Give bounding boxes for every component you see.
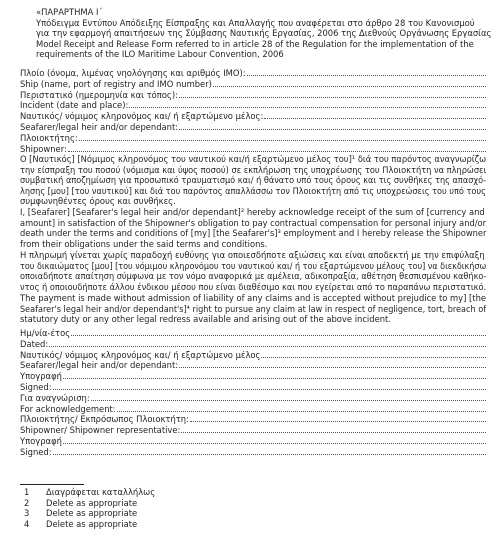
- field-label: Ship (name, port of registry and IMO number): [20, 78, 212, 89]
- field-label: Πλοιοκτήτης:: [20, 132, 78, 143]
- field-row[interactable]: [20, 67, 486, 78]
- fill-line[interactable]: [190, 413, 486, 422]
- paragraph-line: Ο [Ναυτικός] [Νόμιμος κληρονόμος του ναυτικού και/ή εξαρτώμενο μέλος του]¹ διά του παρόντος αναγνωρίζω: [20, 154, 487, 164]
- sign-label: Signed:: [20, 381, 52, 392]
- field-label: Shipowner:: [20, 143, 67, 154]
- fill-line[interactable]: [117, 403, 486, 412]
- paragraph-greek-liability: [20, 250, 486, 292]
- heading-line: Υπόδειγμα Εντύπου Απόδειξης Είσπραξης και Απαλλαγής που αναφέρεται στο άρθρο 28 του Κανονισμού: [36, 17, 475, 28]
- fill-line[interactable]: [71, 327, 486, 336]
- sign-row[interactable]: [20, 424, 486, 435]
- fill-line[interactable]: [181, 424, 486, 433]
- field-row[interactable]: [20, 121, 486, 132]
- paragraph-line: death under the terms and conditions of [my] [the Seafarer's]³ employment and I hereby release the Shipowner: [20, 228, 487, 238]
- footnote-number: 4: [24, 518, 30, 529]
- field-label: Seafarer/legal heir and/or dependant:: [20, 121, 179, 132]
- field-row[interactable]: [20, 99, 486, 110]
- sign-row[interactable]: [20, 403, 486, 414]
- fill-line[interactable]: [63, 435, 486, 444]
- paragraph-line: Η πληρωμή γίνεται χωρίς παραδοχή ευθύνης για οποιεσδήποτε αξιώσεις και είναι αποδεκτή με την επιφύλαξη: [20, 250, 485, 260]
- footnote: [20, 498, 155, 509]
- field-label: Πλοίο (όνομα, λιμένας νηολόγησης και αριθμός IMO):: [20, 68, 246, 78]
- fill-line[interactable]: [68, 143, 486, 152]
- footnote-text: Διαγράφεται καταλλήλως: [46, 487, 156, 497]
- paragraph-line: amount] in satisfaction of the Shipowner's obligation to pay contractual compensation for personal injury and/or: [20, 217, 486, 228]
- heading-line: Model Receipt and Release Form referred to in article 28 of the Regulation for the implementation of the: [36, 38, 474, 49]
- sign-label: Πλοιοκτήτης/ Εκπρόσωπος Πλοιοκτήτη:: [20, 414, 189, 425]
- paragraph-line: from their obligations under the said terms and conditions.: [20, 238, 268, 249]
- fill-line[interactable]: [179, 121, 486, 130]
- field-label: Περιστατικό (ημερομηνία και τόπος):: [20, 89, 178, 100]
- sign-label: Seafarer/legal heir and/or dependant:: [20, 360, 179, 371]
- heading-line: requirements of the ILO Maritime Labour Convention, 2006: [36, 49, 284, 59]
- field-label: Ναυτικός/ νόμιμος κληρονόμος και/ ή εξαρτώμενο μέλος:: [20, 111, 264, 122]
- paragraph-english-liability: [20, 293, 486, 325]
- incident-fields: [20, 67, 486, 153]
- sign-row[interactable]: [20, 349, 486, 360]
- fill-line[interactable]: [53, 446, 486, 455]
- paragraph-line: συμβατική αποζημίωση για προσωπικό τραυματισμό και/ ή θάνατο υπό τους όρους και τις συνθήκες της απασχό-: [20, 175, 487, 185]
- field-row[interactable]: [20, 78, 486, 89]
- paragraph-line: Seafarer's legal heir and/or dependant's]⁴ right to pursue any claim at law in respect of negligence, tort, breach of: [20, 303, 487, 314]
- sign-label: Signed:: [20, 446, 52, 457]
- sign-row[interactable]: [20, 359, 486, 370]
- paragraph-line: την είσπραξη του ποσού (νόμισμα και ύψος ποσού) σε εκπλήρωση της υποχρέωσης του Πλοιοκτήτη να πληρώσει: [20, 164, 487, 175]
- sign-row[interactable]: [20, 435, 486, 446]
- sign-row[interactable]: [20, 446, 486, 457]
- paragraph-line: I, [Seafarer] [Seafarer's legal heir and/or dependant]² hereby acknowledge receipt of the sum of [currency and: [20, 207, 485, 217]
- paragraph-greek-acknowledgement: [20, 154, 486, 207]
- fill-line[interactable]: [63, 370, 486, 379]
- sign-row[interactable]: [20, 327, 486, 338]
- fill-line[interactable]: [91, 392, 486, 401]
- footnote-text: Delete as appropriate: [46, 508, 138, 518]
- footnote: [20, 508, 155, 519]
- fill-line[interactable]: [264, 110, 486, 119]
- footnote-text: Delete as appropriate: [46, 497, 138, 508]
- fill-line[interactable]: [213, 78, 486, 87]
- footnote-number: 1: [24, 487, 30, 497]
- sign-row[interactable]: [20, 338, 486, 349]
- sign-row[interactable]: [20, 381, 486, 392]
- sign-label: Υπογραφή: [20, 371, 62, 382]
- paragraph-english-acknowledgement: [20, 207, 486, 249]
- paragraph-line: ντος ή οποιουδήποτε άλλου ένδικου μέσου που είναι διαθέσιμο και που εγείρεται από το παραπάνω περιστατικό.: [20, 281, 487, 292]
- paragraph-line: οποιαδήποτε απαίτηση σύμφωνα με τον νόμο αναφορικά με αμέλεια, αδικοπραξία, αθέτηση θεσπισμένου καθήκο-: [20, 271, 487, 281]
- fill-line[interactable]: [129, 99, 486, 108]
- footnote-text: Delete as appropriate: [46, 518, 138, 529]
- annex-title: «ΠΑΡΑΡΤΗΜΑ Ι΄: [36, 7, 103, 17]
- footnote: [20, 487, 155, 498]
- paragraph-line: The payment is made without admission of liability of any claims and is accepted without prejudice to my] [the: [20, 293, 487, 303]
- paragraph-line: του δικαιώματος [μου] [του νόμιμου κληρονόμου του ναυτικού και/ ή του εξαρτώμενου μέλους του] να διεκδικήσω: [20, 260, 487, 271]
- field-label: Incident (date and place):: [20, 100, 129, 111]
- sign-label: Shipowner/ Shipowner representative:: [20, 425, 181, 436]
- fill-line[interactable]: [179, 359, 486, 368]
- footnotes: [20, 487, 155, 529]
- fill-line[interactable]: [53, 381, 486, 390]
- sign-label: Ημ/νία-έτος: [20, 328, 71, 338]
- sign-label: Dated:: [20, 338, 49, 349]
- footnote-number: 3: [24, 508, 30, 518]
- sign-label: Υπογραφή: [20, 435, 62, 446]
- paragraph-line: συμφωνηθέντες όρους και συνθήκες.: [20, 196, 176, 206]
- fill-line[interactable]: [179, 89, 486, 98]
- heading-line: για την εφαρμογή απαιτήσεων της Σύμβασης Ναυτικής Εργασίας, 2006 της Διεθνούς Οργάνωσης Εργασίας: [36, 28, 492, 38]
- signature-fields: [20, 327, 486, 457]
- sign-row[interactable]: [20, 392, 486, 403]
- fill-line[interactable]: [261, 349, 486, 358]
- sign-row[interactable]: [20, 413, 486, 424]
- footnote: [20, 519, 155, 530]
- fill-line[interactable]: [79, 132, 486, 141]
- field-row[interactable]: [20, 143, 486, 154]
- sign-label: Για αναγνώριση:: [20, 392, 90, 403]
- field-row[interactable]: [20, 132, 486, 143]
- paragraph-line: λησης [μου] [του ναυτικού] και διά του παρόντος απαλλάσσω τον Πλοιοκτήτη από τις υποχρεώσεις του υπό τους: [20, 185, 486, 196]
- sign-label: Ναυτικός/ νόμιμος κληρονόμος και/ ή εξαρτώμενο μέλος: [20, 349, 261, 360]
- fill-line[interactable]: [49, 338, 486, 347]
- footnote-number: 2: [24, 497, 30, 508]
- fill-line[interactable]: [247, 67, 486, 76]
- sign-label: For acknowledgement:: [20, 403, 116, 414]
- form-heading: [36, 7, 491, 60]
- footnote-divider: [20, 484, 84, 485]
- field-row[interactable]: [20, 89, 486, 100]
- sign-row[interactable]: [20, 370, 486, 381]
- field-row[interactable]: [20, 110, 486, 121]
- paragraph-line: statutory duty or any other legal redress available and arising out of the above incident.: [20, 314, 391, 324]
